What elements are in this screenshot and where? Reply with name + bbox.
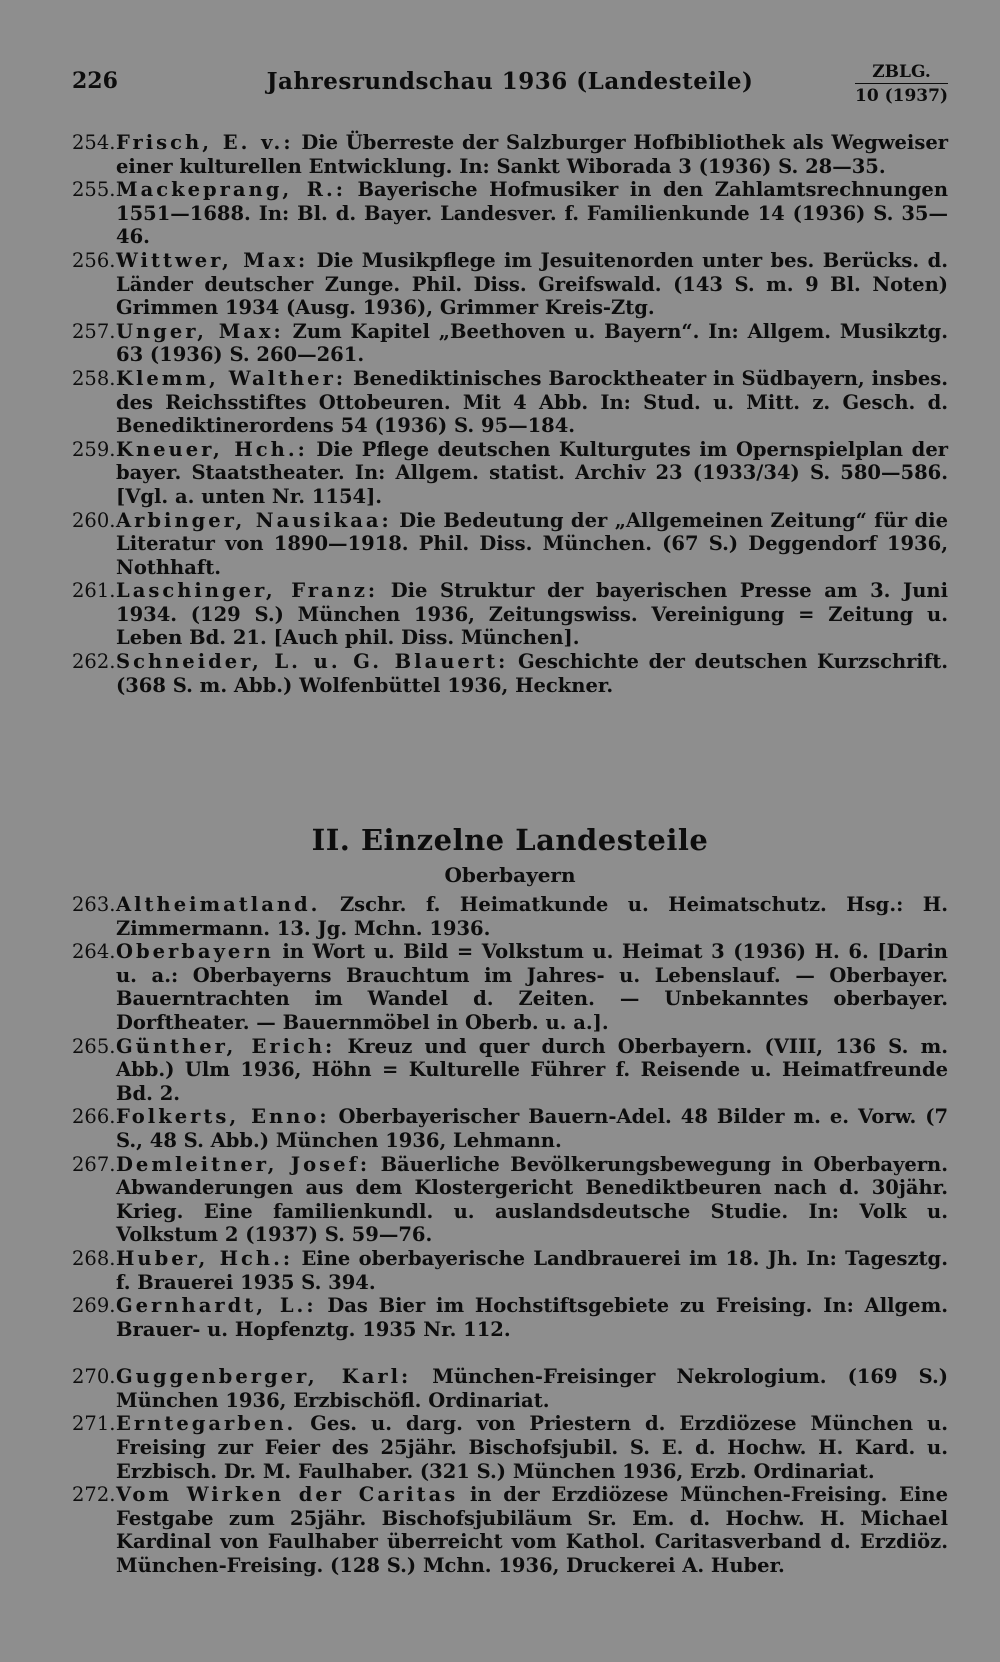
bibliography-entry xyxy=(72,131,948,178)
entry-text: in der Erzdiözese München-Freising. Eine Festgabe zum 25jähr. Bischofsjubiläum Sr. Em. d. Hochw. H. Michael Kardinal von Faulhaber überreicht vom Kathol. Caritasverband d. Erzdiöz. München-Freising. (128 S.) Mchn. 1936, Druckerei A. Huber. xyxy=(116,1483,949,1578)
entry-author: Demleitner, Josef: xyxy=(116,1152,371,1176)
entry-author: Kneuer, Hch.: xyxy=(116,437,308,461)
journal-volume: 10 (1937) xyxy=(855,86,948,106)
entry-author: Schneider, L. u. G. Blauert: xyxy=(116,650,509,674)
entry-number: 267. xyxy=(72,1152,116,1176)
entry-text: Benediktinisches Barocktheater in Südbayern, insbes. des Reichsstiftes Ottobeuren. Mit 4 Abb. In: Stud. u. Mitt. z. Gesch. d. Benediktinerordens 54 (1936) S. 95—184. xyxy=(116,366,948,438)
bibliography-list-after xyxy=(72,893,948,1578)
journal-code xyxy=(855,62,948,106)
section-title: II. Einzelne Landesteile xyxy=(311,823,709,857)
entry-author: Huber, Hch.: xyxy=(116,1246,294,1270)
bibliography-entry xyxy=(72,893,948,940)
entry-number: 254. xyxy=(72,131,116,154)
entry-number: 257. xyxy=(72,319,116,343)
bibliography-entry xyxy=(72,178,948,249)
entry-number: 262. xyxy=(72,650,116,674)
entry-author: Vom Wirken der Caritas xyxy=(116,1483,459,1507)
entry-author: Laschinger, Franz: xyxy=(116,579,379,603)
entry-author: Guggenberger, Karl: xyxy=(116,1365,412,1389)
entry-text: Das Bier im Hochstiftsgebiete zu Freising. In: Allgem. Brauer- u. Hopfenztg. 1935 Nr. 112. xyxy=(116,1294,948,1341)
entry-text: Eine oberbayerische Landbrauerei im 18. Jh. In: Tagesztg. f. Brauerei 1935 S. 394. xyxy=(116,1246,948,1294)
entry-text: Ges. u. darg. von Priestern d. Erzdiözese München u. Freising zur Feier des 25jähr. Bischofsjubil. S. E. d. Hochw. H. Kard. u. Erzbisch. Dr. M. Faulhaber. (321 S.) München 1936, Erzb. Ordinariat. xyxy=(116,1412,948,1483)
bibliography-entry xyxy=(72,438,948,509)
bibliography-entry xyxy=(72,1105,948,1152)
entry-text: Die Struktur der bayerischen Presse am 3. Juni 1934. (129 S.) München 1936, Zeitungswiss. Vereinigung = Zeitung u. Leben Bd. 21. [Auch phil. Diss. München]. xyxy=(116,579,949,650)
entry-text: Die Pflege deutschen Kulturgutes im Opernspielplan der bayer. Staatstheater. In: Allgem. statist. Archiv 23 (1933/34) S. 580—586. [Vgl. a. unten Nr. 1154]. xyxy=(116,437,949,508)
entry-number: 271. xyxy=(72,1412,116,1436)
entry-number: 260. xyxy=(72,508,116,532)
entry-number: 265. xyxy=(72,1034,116,1058)
bibliography-entry xyxy=(72,1412,948,1483)
entry-author: Altheimatland. xyxy=(116,893,321,916)
bibliography-entry xyxy=(72,1247,948,1294)
entry-number: 259. xyxy=(72,437,116,461)
entry-text: Die Bedeutung der „Allgemeinen Zeitung“ für die Literatur von 1890—1918. Phil. Diss. München. (67 S.) Deggendorf 1936, Nothhaft. xyxy=(116,508,948,579)
bibliography-entry xyxy=(72,940,948,1034)
entry-number: 256. xyxy=(72,248,116,272)
entry-number: 272. xyxy=(72,1483,116,1507)
entry-author: Wittwer, Max: xyxy=(116,248,309,272)
page-header xyxy=(72,62,948,110)
entry-text: Kreuz und quer durch Oberbayern. (VIII, 136 S. m. Abb.) Ulm 1936, Höhn = Kulturelle Führer f. Reisende u. Heimatfreunde Bd. 2. xyxy=(116,1034,948,1105)
entry-text: Die Musikpflege im Jesuitenorden unter bes. Berücks. d. Länder deutscher Zunge. Phil. Diss. Greifswald. (143 S. m. 9 Bl. Noten) Grimmen 1934 (Ausg. 1936), Grimmer Kreis-Ztg. xyxy=(116,248,949,320)
bibliography-entry xyxy=(72,1153,948,1247)
entry-number: 270. xyxy=(72,1365,116,1389)
entry-author: Klemm, Walther: xyxy=(116,366,347,390)
entry-number: 263. xyxy=(72,893,116,916)
entry-text: Oberbayerischer Bauern-Adel. 48 Bilder m. e. Vorw. (7 S., 48 S. Abb.) München 1936, Lehmann. xyxy=(116,1105,949,1152)
entry-text: München-Freisinger Nekrologium. (169 S.) München 1936, Erzbischöfl. Ordinariat. xyxy=(116,1365,949,1412)
entry-author: Unger, Max: xyxy=(116,319,284,343)
bibliography-entry xyxy=(72,320,948,367)
bibliography-entry xyxy=(72,249,948,320)
entry-text: in Wort u. Bild = Volkstum u. Heimat 3 (1936) H. 6. [Darin u. a.: Oberbayerns Brauchtum im Jahres- u. Lebenslauf. — Oberbayer. Bauerntrachten im Wandel d. Zeiten. — Unbekanntes oberbayer. Dorftheater. — Bauernmöbel in Oberb. u. a.]. xyxy=(116,940,948,1034)
entry-author: Frisch, E. v.: xyxy=(116,131,294,154)
bibliography-entry xyxy=(72,367,948,438)
section-heading xyxy=(72,822,948,888)
entry-author: Oberbayern xyxy=(116,940,274,964)
bibliography-entry xyxy=(72,1294,948,1341)
bibliography-entry xyxy=(72,579,948,650)
entry-text: Zum Kapitel „Beethoven u. Bayern“. In: Allgem. Musikztg. 63 (1936) S. 260—261. xyxy=(116,319,949,367)
entry-number: 266. xyxy=(72,1105,116,1129)
bibliography-entry xyxy=(72,509,948,580)
entry-text: Bäuerliche Bevölkerungsbewegung in Oberbayern. Abwanderungen aus dem Klostergericht Benediktbeuren nach d. 30jähr. Krieg. Eine familienkundl. u. auslandsdeutsche Studie. In: Volk u. Volkstum 2 (1937) S. 59—76. xyxy=(116,1152,949,1247)
entry-text: Zschr. f. Heimatkunde u. Heimatschutz. Hsg.: H. Zimmermann. 13. Jg. Mchn. 1936. xyxy=(116,893,948,940)
bibliography-list-before xyxy=(72,131,948,697)
entry-author: Günther, Erich: xyxy=(116,1034,336,1058)
bibliography-entry xyxy=(72,650,948,697)
entry-number: 264. xyxy=(72,940,116,964)
entry-number: 268. xyxy=(72,1246,116,1270)
entry-author: Erntegarben. xyxy=(116,1412,297,1436)
entry-author: Arbinger, Nausikaa: xyxy=(116,508,392,532)
entry-number: 261. xyxy=(72,579,116,603)
entry-text: Die Überreste der Salzburger Hofbibliothek als Wegweiser einer kulturellen Entwicklung. In: Sankt Wiborada 3 (1936) S. 28—35. xyxy=(116,131,948,178)
bibliography-entry xyxy=(72,1365,948,1412)
section-subtitle: Oberbayern xyxy=(444,863,576,887)
journal-abbrev: ZBLG. xyxy=(855,62,948,84)
entry-number: 258. xyxy=(72,366,116,390)
entry-text: Bayerische Hofmusiker in den Zahlamtsrechnungen 1551—1688. In: Bl. d. Bayer. Landesver. f. Familienkunde 14 (1936) S. 35—46. xyxy=(116,178,948,249)
bibliography-entry xyxy=(72,1035,948,1106)
entry-author: Gernhardt, L.: xyxy=(116,1294,317,1318)
entry-spacer xyxy=(72,1341,948,1365)
entry-author: Mackeprang, R.: xyxy=(116,178,346,202)
bibliography-entry xyxy=(72,1483,948,1577)
page-number: 226 xyxy=(72,68,118,94)
entry-number: 269. xyxy=(72,1294,116,1318)
entry-number: 255. xyxy=(72,178,116,202)
entry-author: Folkerts, Enno: xyxy=(116,1105,330,1129)
running-title: Jahresrundschau 1936 (Landesteile) xyxy=(266,68,754,95)
entry-text: Geschichte der deutschen Kurzschrift. (368 S. m. Abb.) Wolfenbüttel 1936, Heckner. xyxy=(116,650,948,697)
